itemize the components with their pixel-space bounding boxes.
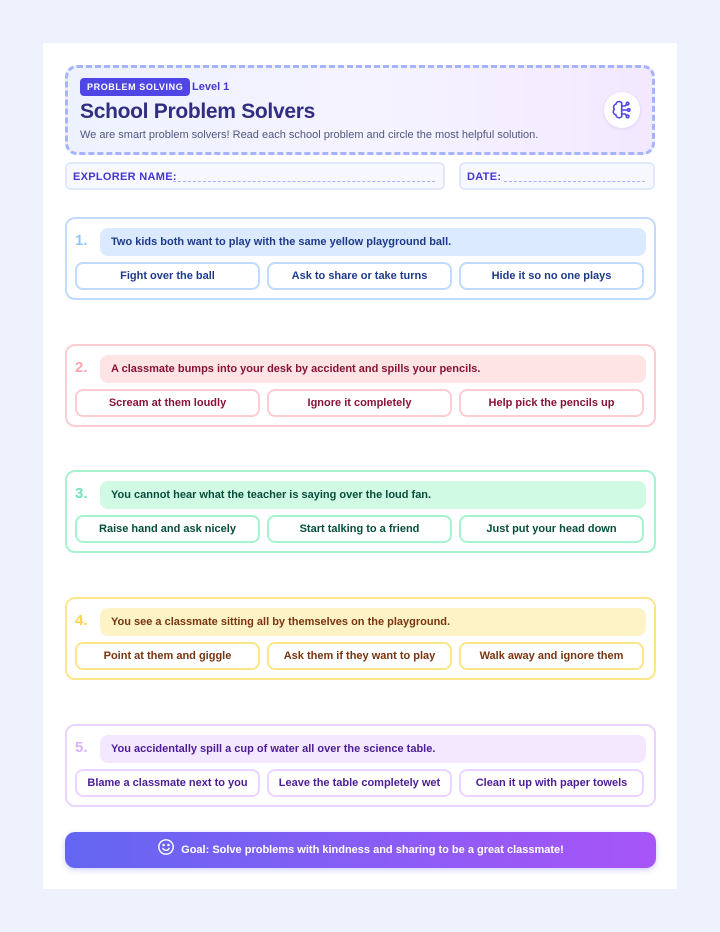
level-label: Level 1 xyxy=(192,81,230,93)
problem-card-5 xyxy=(65,724,656,807)
problem-number: 1. xyxy=(75,232,88,249)
problem-card-2 xyxy=(65,344,656,427)
page-title: School Problem Solvers xyxy=(80,100,315,123)
category-tag: PROBLEM SOLVING xyxy=(80,78,190,96)
solution-option[interactable]: Hide it so no one plays xyxy=(459,262,644,290)
date-label: DATE: xyxy=(467,171,502,183)
problem-number: 5. xyxy=(75,739,88,756)
brain-icon xyxy=(604,92,640,128)
problem-card-1 xyxy=(65,217,656,300)
solution-option[interactable]: Fight over the ball xyxy=(75,262,260,290)
solution-option[interactable]: Raise hand and ask nicely xyxy=(75,515,260,543)
solution-option[interactable]: Ask them if they want to play xyxy=(267,642,452,670)
solution-option[interactable]: Point at them and giggle xyxy=(75,642,260,670)
problem-number: 3. xyxy=(75,485,88,502)
goal-text: Goal: Solve problems with kindness and sharing to be a great classmate! xyxy=(181,844,564,856)
solution-option[interactable]: Start talking to a friend xyxy=(267,515,452,543)
worksheet xyxy=(43,43,677,889)
explorer-name-label: EXPLORER NAME: xyxy=(73,171,177,183)
problem-question: You cannot hear what the teacher is saying over the loud fan. xyxy=(100,481,646,509)
page-subtitle: We are smart problem solvers! Read each school problem and circle the most helpful solution. xyxy=(80,129,539,141)
smile-icon xyxy=(157,838,175,856)
solution-option[interactable]: Ignore it completely xyxy=(267,389,452,417)
problem-card-3 xyxy=(65,470,656,553)
solution-option[interactable]: Scream at them loudly xyxy=(75,389,260,417)
solution-option[interactable]: Ask to share or take turns xyxy=(267,262,452,290)
date-field[interactable] xyxy=(459,162,655,190)
solution-option[interactable]: Walk away and ignore them xyxy=(459,642,644,670)
solution-option[interactable]: Blame a classmate next to you xyxy=(75,769,260,797)
name-write-line[interactable] xyxy=(173,181,435,182)
problem-number: 2. xyxy=(75,359,88,376)
problem-card-4 xyxy=(65,597,656,680)
problem-question: You accidentally spill a cup of water all over the science table. xyxy=(100,735,646,763)
date-write-line[interactable] xyxy=(504,181,645,182)
problem-question: Two kids both want to play with the same yellow playground ball. xyxy=(100,228,646,256)
problem-question: A classmate bumps into your desk by accident and spills your pencils. xyxy=(100,355,646,383)
problem-question: You see a classmate sitting all by themselves on the playground. xyxy=(100,608,646,636)
worksheet-header xyxy=(65,65,655,155)
solution-option[interactable]: Help pick the pencils up xyxy=(459,389,644,417)
solution-option[interactable]: Just put your head down xyxy=(459,515,644,543)
explorer-name-field[interactable] xyxy=(65,162,445,190)
goal-banner xyxy=(65,832,656,868)
solution-option[interactable]: Leave the table completely wet xyxy=(267,769,452,797)
solution-option[interactable]: Clean it up with paper towels xyxy=(459,769,644,797)
problem-number: 4. xyxy=(75,612,88,629)
